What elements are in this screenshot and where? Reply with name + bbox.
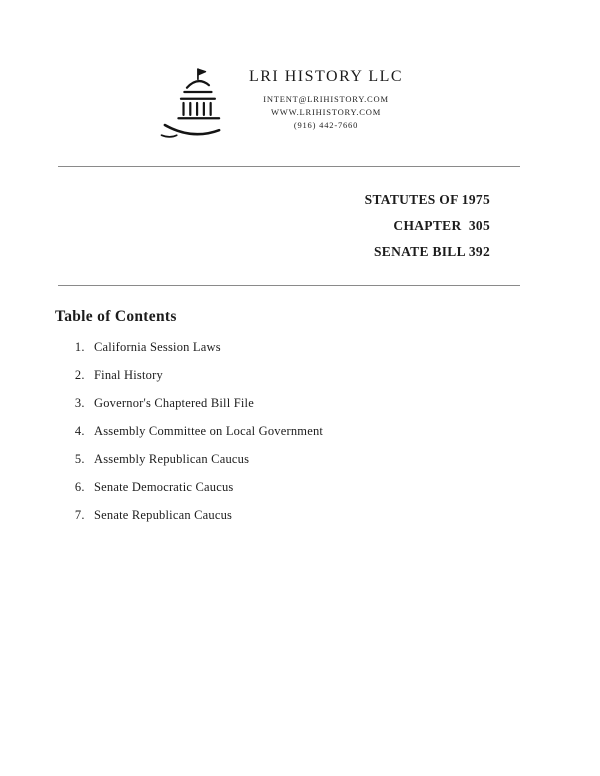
- horizontal-rule-top: [58, 166, 520, 167]
- company-website: WWW.LRIHISTORY.COM: [270, 107, 382, 117]
- toc-item: 2. Final History: [88, 368, 600, 383]
- horizontal-rule-bottom: [58, 285, 520, 286]
- toc-item: 1. California Session Laws: [88, 340, 600, 355]
- toc-list: [55, 340, 600, 523]
- toc-item: 5. Assembly Republican Caucus: [88, 452, 600, 467]
- statute-reference-block: [0, 187, 490, 265]
- toc-item: 3. Governor's Chaptered Bill File: [88, 396, 600, 411]
- statutes-line: STATUTES OF 1975: [364, 192, 490, 207]
- toc-title: Table of Contents: [55, 308, 177, 325]
- toc-item: 7. Senate Republican Caucus: [88, 508, 600, 523]
- capitol-logo-icon: [157, 64, 227, 142]
- toc-item: 6. Senate Democratic Caucus: [88, 480, 600, 495]
- company-phone: (916) 442-7660: [293, 120, 359, 130]
- senate-bill-line: SENATE BILL 392: [373, 244, 490, 259]
- table-of-contents: [55, 308, 600, 523]
- letterhead: [0, 0, 600, 142]
- letterhead-text: [249, 62, 403, 132]
- chapter-line: CHAPTER 305: [393, 218, 490, 233]
- company-email: INTENT@LRIHISTORY.COM: [263, 94, 389, 104]
- toc-item: 4. Assembly Committee on Local Government: [88, 424, 600, 439]
- company-name: LRI HISTORY LLC: [248, 68, 404, 85]
